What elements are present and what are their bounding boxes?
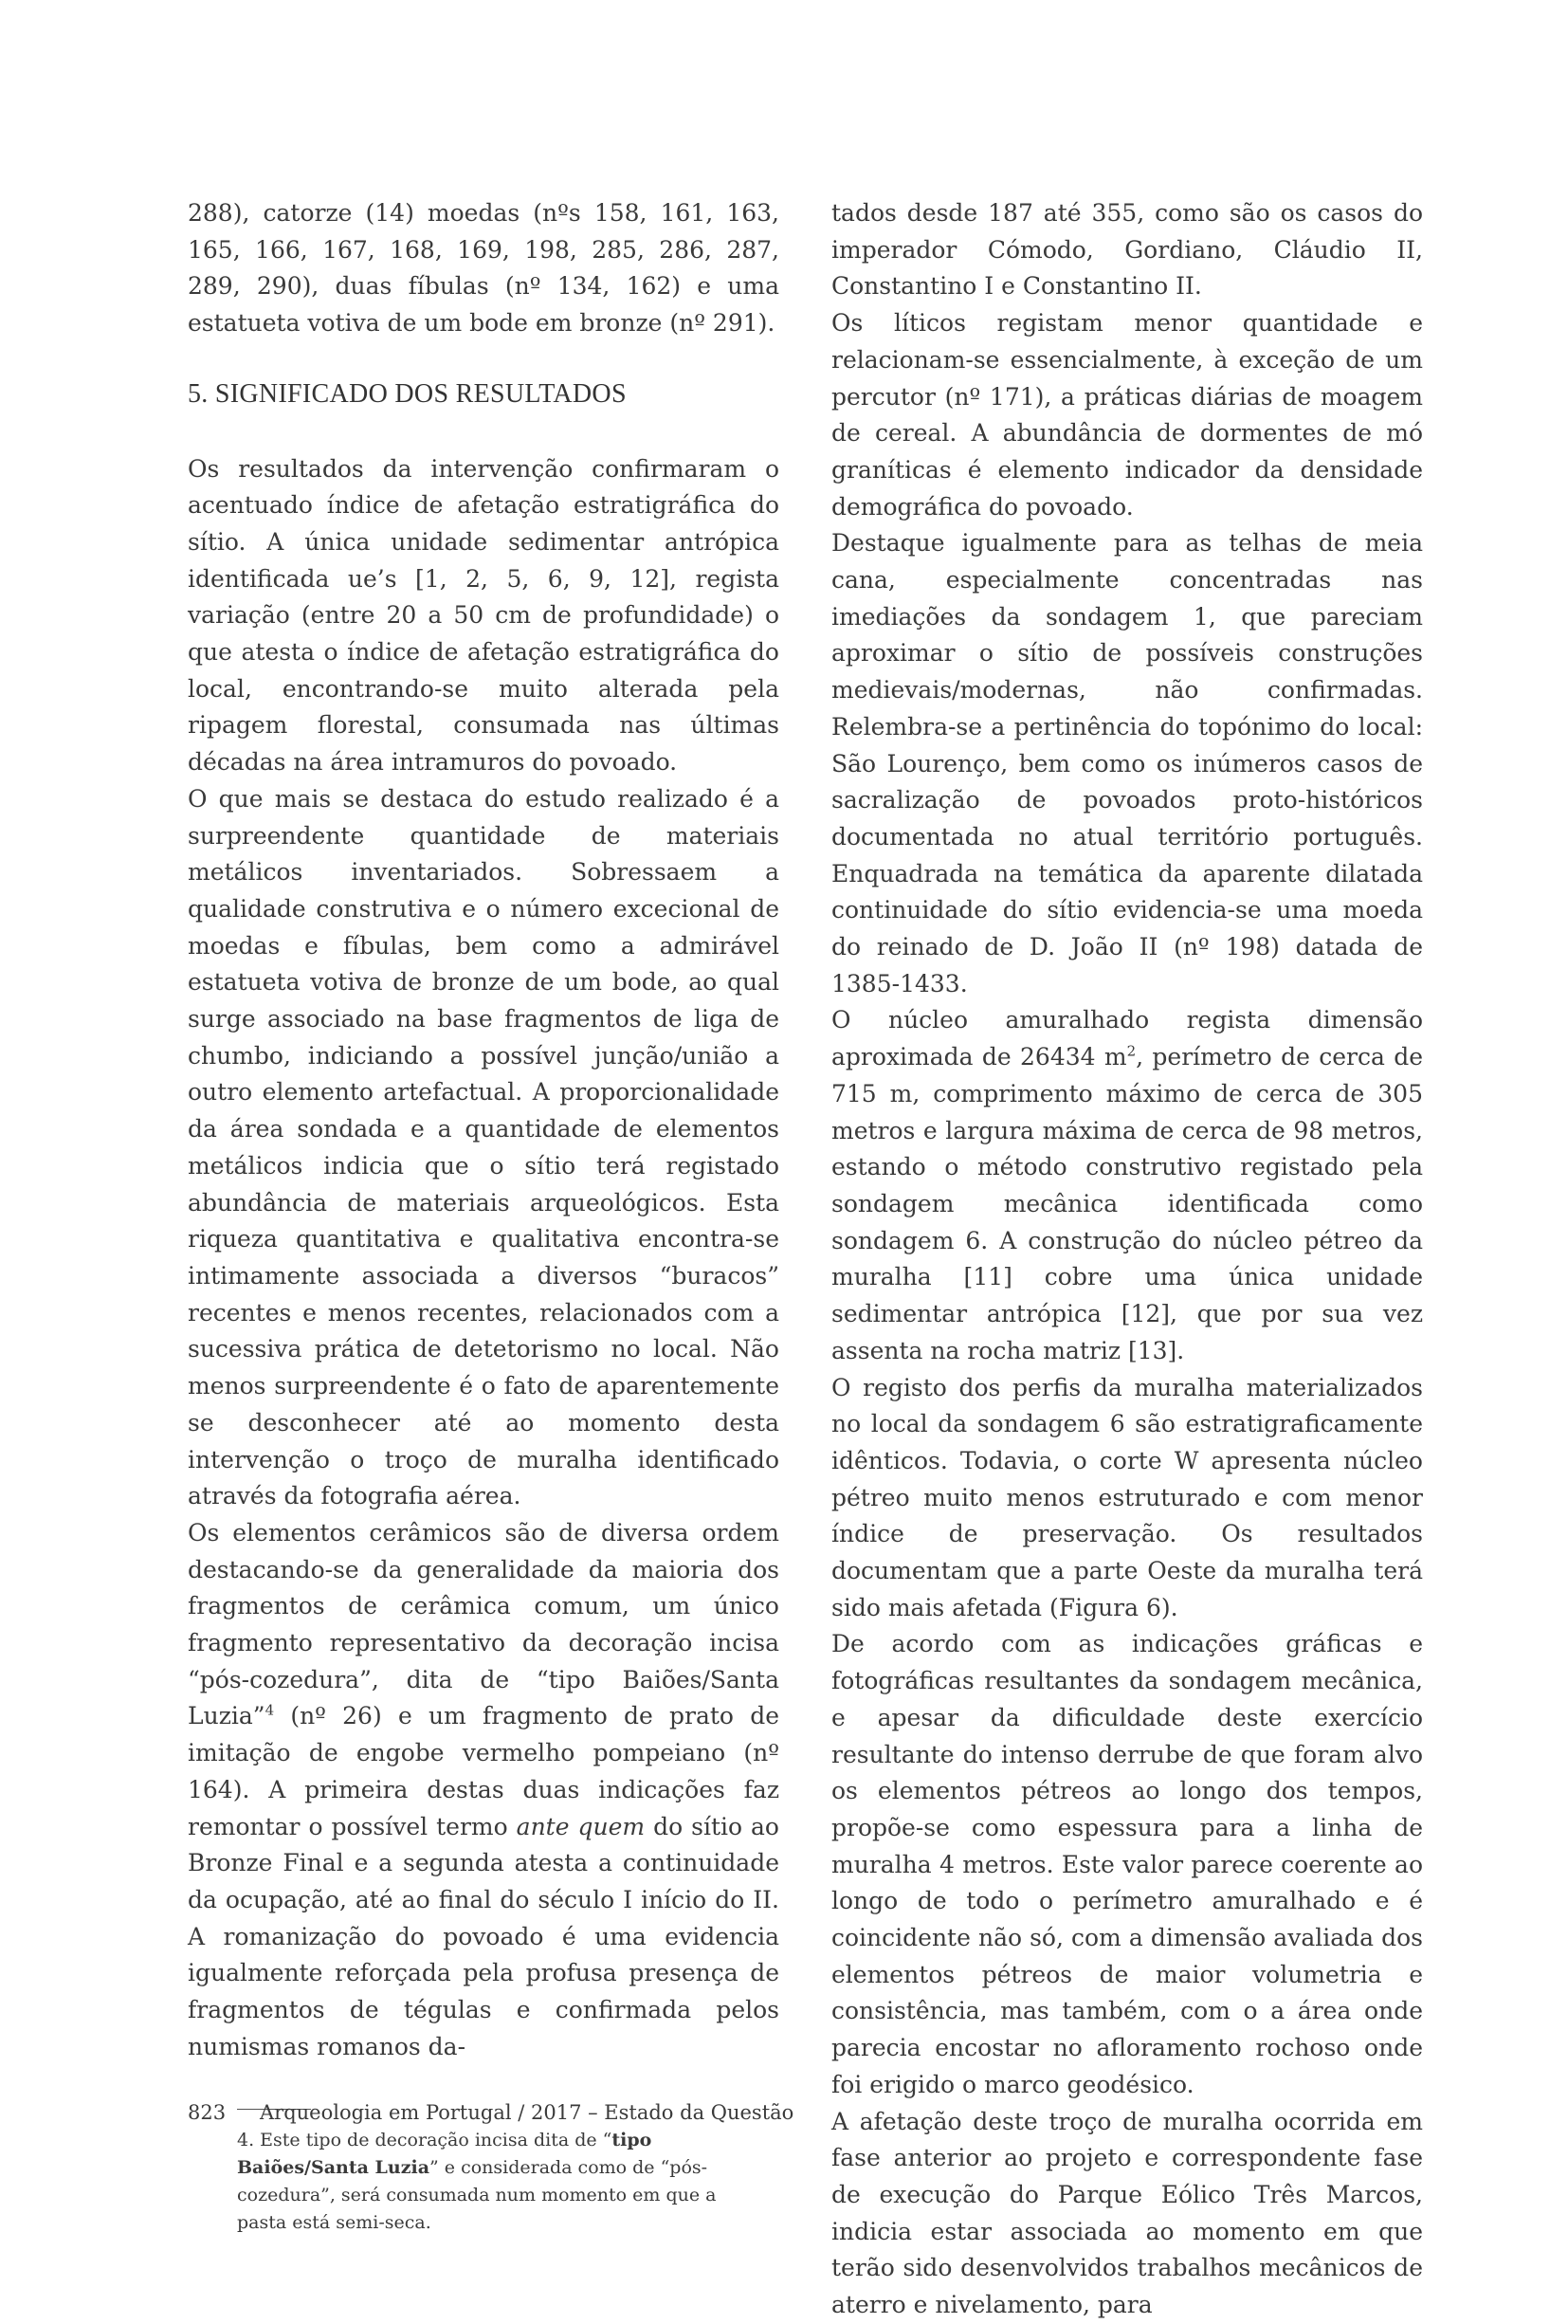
ceramics-text-a: Os elementos cerâmicos são de diversa ordem destacando-se da generalidade da maioria dos fragmentos de cerâmica comum, um único fragmento representativo da decoração incisa “pós-cozedura”, dita de “tipo Baiões/Santa Luzia” (188, 1518, 779, 1730)
paragraph-roman-coins: tados desde 187 até 355, como são os casos do imperador Cómodo, Gordiano, Cláudio II, Constantino I e Constantino II. (831, 199, 1423, 301)
right-column (831, 195, 1423, 2324)
footnote-bold: tipo Baiões/Santa Luzia (237, 2130, 652, 2179)
ceramics-text-b: (nº 26) e um fragmento de prato de imitação de engobe vermelho pompeiano (nº 164). A primeira destas duas indicações faz remontar o possível termo (188, 1702, 779, 1840)
paragraph-ceramics (188, 1515, 779, 2066)
paragraph-wall-damage: A afetação deste troço de muralha ocorrida em fase anterior ao projeto e correspondente fase de execução do Parque Eólico Três Marcos, indicia estar associada ao momento em que terão sido desenvolvidos trabalhos mecânicos de aterro e nivelamento, para (831, 2107, 1423, 2319)
section-heading: 5. SIGNIFICADO DOS RESULTADOS (188, 378, 627, 409)
ceramics-italic: ante quem (516, 1812, 646, 1840)
publication-title: Arqueologia em Portugal / 2017 – Estado da Questão (260, 2101, 794, 2124)
walled-core-text-b: , perímetro de cerca de 715 m, comprimento máximo de cerca de 305 metros e largura máxima de cerca de 98 metros, estando o método construtivo registado pela sondagem mecânica identificada como sondagem 6. A construção do núcleo pétreo da muralha [11] cobre uma única unidade sedimentar antrópica [12], que por sua vez assenta na rocha matriz [13]. (831, 1043, 1423, 1364)
superscript-2: 2 (1126, 1042, 1137, 1060)
page-footer (188, 2101, 793, 2124)
paragraph-intro: 288), catorze (14) moedas (nºs 158, 161, 163, 165, 166, 167, 168, 169, 198, 285, 286, 287, 289, 290), duas fíbulas (nº 134, 162) e uma estatueta votiva de um bode em bronze (nº 291). (188, 199, 779, 338)
paragraph-wall-thickness: De acordo com as indicações gráficas e fotográficas resultantes da sondagem mecânica, e apesar da dificuldade deste exercício resultante do intenso derrube de que foram alvo os elementos pétreos ao longo dos tempos, propõe-se como espessura para a linha de muralha 4 metros. Este valor parece coerente ao longo de todo o perímetro amuralhado e é coincidente não só, com a dimensão avaliada dos elementos pétreos de maior volumetria e consistência, mas também, com o a área onde parecia encostar no afloramento rochoso onde foi erigido o marco geodésico. (831, 1630, 1423, 2098)
footnote (237, 2127, 768, 2237)
paragraph-metal-finds: O que mais se destaca do estudo realizado é a surpreendente quantidade de materiais metálicos inventariados. Sobressaem a qualidade construtiva e o número excecional de moedas e fíbulas, bem como a admirável estatueta votiva de bronze de um bode, ao qual surge associado na base fragmentos de liga de chumbo, indiciando a possível junção/união a outro elemento artefactual. A proporcionalidade da área sondada e a quantidade de elementos metálicos indicia que o sítio terá registado abundância de materiais arqueológicos. Esta riqueza quantitativa e qualitativa encontra-se intimamente associada a diversos “buracos” recentes e menos recentes, relacionados com a sucessiva prática de detetorismo no local. Não menos surpreendente é o fato de aparentemente se desconhecer até ao momento desta intervenção o troço de muralha identificado através da fotografia aérea. (188, 784, 779, 1510)
paragraph-roof-tiles: Destaque igualmente para as telhas de meia cana, especialmente concentradas nas imediações da sondagem 1, que pareciam aproximar o sítio de possíveis construções medievais/modernas, não confirmadas. Relembra-se a pertinência do topónimo do local: São Lourenço, bem como os inúmeros casos de sacralização de povoados proto-históricos documentada no atual território português. Enquadrada na temática da aparente dilatada continuidade do sítio evidencia-se uma moeda do reinado de D. João II (nº 198) datada de 1385-1433. (831, 529, 1423, 997)
paragraph-lithics: Os líticos registam menor quantidade e relacionam-se essencialmente, à exceção de um percutor (nº 171), a práticas diárias de moagem de cereal. A abundância de dormentes de mó graníticas é elemento indicador da densidade demográfica do povoado. (831, 309, 1423, 521)
walled-core-text-a: O núcleo amuralhado regista dimensão aproximada de 26434 m (831, 1006, 1423, 1071)
paragraph-results: Os resultados da intervenção confirmaram o acentuado índice de afetação estratigráfica do sítio. A única unidade sedimentar antrópica identificada ue’s [1, 2, 5, 6, 9, 12], regista variação (entre 20 a 50 cm de profundidade) o que atesta o índice de afetação estratigráfica do local, encontrando-se muito alterada pela ripagem florestal, consumada nas últimas décadas na área intramuros do povoado. (188, 454, 779, 777)
paragraph-walled-core (831, 1002, 1423, 1369)
left-column (188, 195, 779, 2237)
footnote-text-a: 4. Este tipo de decoração incisa dita de “ (237, 2130, 612, 2151)
footnote-ref[interactable]: 4 (264, 1702, 275, 1720)
page-number: 823 (188, 2101, 227, 2124)
ceramics-text-c: do sítio ao Bronze Final e a segunda atesta a continuidade da ocupação, até ao final do século I início do II. A romanização do povoado é uma evidencia igualmente reforçada pela profusa presença de fragmentos de tégulas e confirmada pelos numismas romanos da- (188, 1812, 779, 2060)
footnote-text-b: ” e considerada como de “pós-cozedura”, será consumada num momento em que a pasta está semi-seca. (237, 2157, 717, 2234)
paragraph-wall-profiles: O registo dos perfis da muralha materializados no local da sondagem 6 são estratigraficamente idênticos. Todavia, o corte W apresenta núcleo pétreo muito menos estruturado e com menor índice de preservação. Os resultados documentam que a parte Oeste da muralha terá sido mais afetada (Figura 6). (831, 1373, 1423, 1621)
